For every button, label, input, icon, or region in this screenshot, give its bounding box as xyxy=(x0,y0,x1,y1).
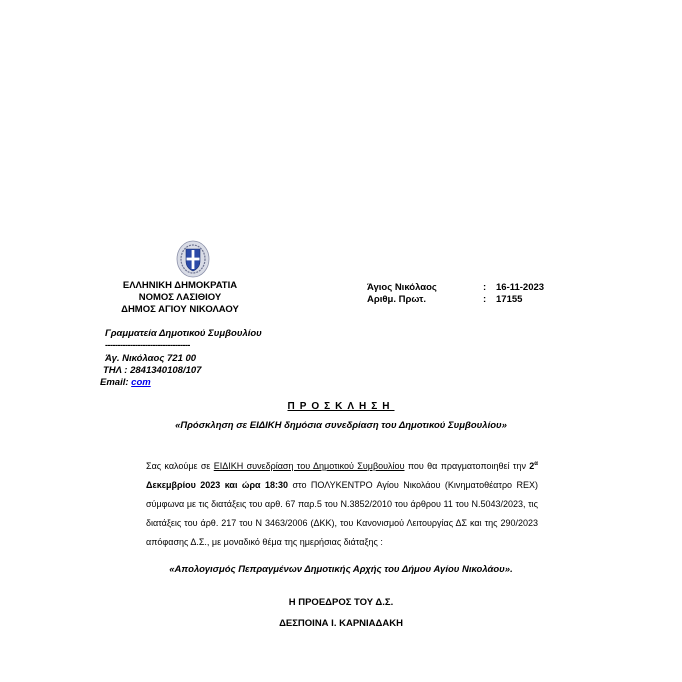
email-label: Email: xyxy=(100,377,129,388)
phone: ΤΗΛ : 2841340108/107 xyxy=(103,365,202,376)
body-text-1: Σας καλούμε σε xyxy=(146,461,214,471)
email-link[interactable]: com xyxy=(131,377,151,388)
body-text-2: που θα πραγματοποιηθεί την xyxy=(404,461,530,471)
header-municipality: ΔΗΜΟΣ ΑΓΙΟΥ ΝΙΚΟΛΑΟΥ xyxy=(121,304,239,315)
header-country: ΕΛΛΗΝΙΚΗ ΔΗΜΟΚΡΑΤΙΑ xyxy=(122,280,238,291)
divider: ---------------------------------- xyxy=(105,340,190,350)
greek-emblem-icon xyxy=(176,240,210,278)
place-colon: : xyxy=(483,282,487,293)
meeting-day: 2 xyxy=(529,461,535,471)
protocol-label: Αριθμ. Πρωτ. xyxy=(367,294,426,305)
session-type: ΕΙΔΙΚΗ συνεδρίαση του Δημοτικού Συμβουλίου xyxy=(213,461,405,471)
address: Άγ. Νικόλαος 721 00 xyxy=(105,353,197,364)
agenda-subject: «Απολογισμός Πεπραγμένων Δημοτικής Αρχής του Δήμου Αγίου Νικολάου». xyxy=(169,564,513,575)
body-text-3: στο ΠΟΛΥΚΕΝΤΡΟ Αγίου Νικολάου (Κινηματοθέατρο REX) σύμφωνα με τις διατάξεις του αρθ. 67 παρ.5 του Ν.3852/2010 του άρθρου 11 του Ν.5043/2023, τις διατάξεις του άρθ. 217 του Ν 3463/2006 (ΔΚΚ), του Κανονισμού Λειτουργίας ΔΣ και της 290/2023 απόφασης Δ.Σ., με μοναδικό θέμα της ημερήσιας διάταξης : xyxy=(146,480,538,547)
document-title: ΠΡΟΣΚΛΗΣΗ xyxy=(287,401,395,412)
meeting-day-suffix: α xyxy=(534,461,538,467)
document-date: 16-11-2023 xyxy=(496,282,545,293)
meeting-date-time: Δεκεμβρίου 2023 και ώρα 18:30 xyxy=(146,480,289,490)
email-line xyxy=(100,377,151,389)
body-paragraph xyxy=(146,455,538,552)
protocol-number: 17155 xyxy=(496,294,523,305)
header-prefecture: ΝΟΜΟΣ ΛΑΣΙΘΙΟΥ xyxy=(138,292,222,303)
place-label: Άγιος Νικόλαος xyxy=(367,282,437,293)
document-subtitle: «Πρόσκληση σε ΕΙΔΙΚΗ δημόσια συνεδρίαση του Δημοτικού Συμβουλίου» xyxy=(175,420,507,431)
signatory-role: Η ΠΡΟΕΔΡΟΣ ΤΟΥ Δ.Σ. xyxy=(288,597,394,608)
protocol-colon: : xyxy=(483,294,487,305)
signatory-name: ΔΕΣΠΟΙΝΑ Ι. ΚΑΡΝΙΑΔΑΚΗ xyxy=(279,618,403,629)
secretariat-title: Γραμματεία Δημοτικού Συμβουλίου xyxy=(105,328,262,339)
